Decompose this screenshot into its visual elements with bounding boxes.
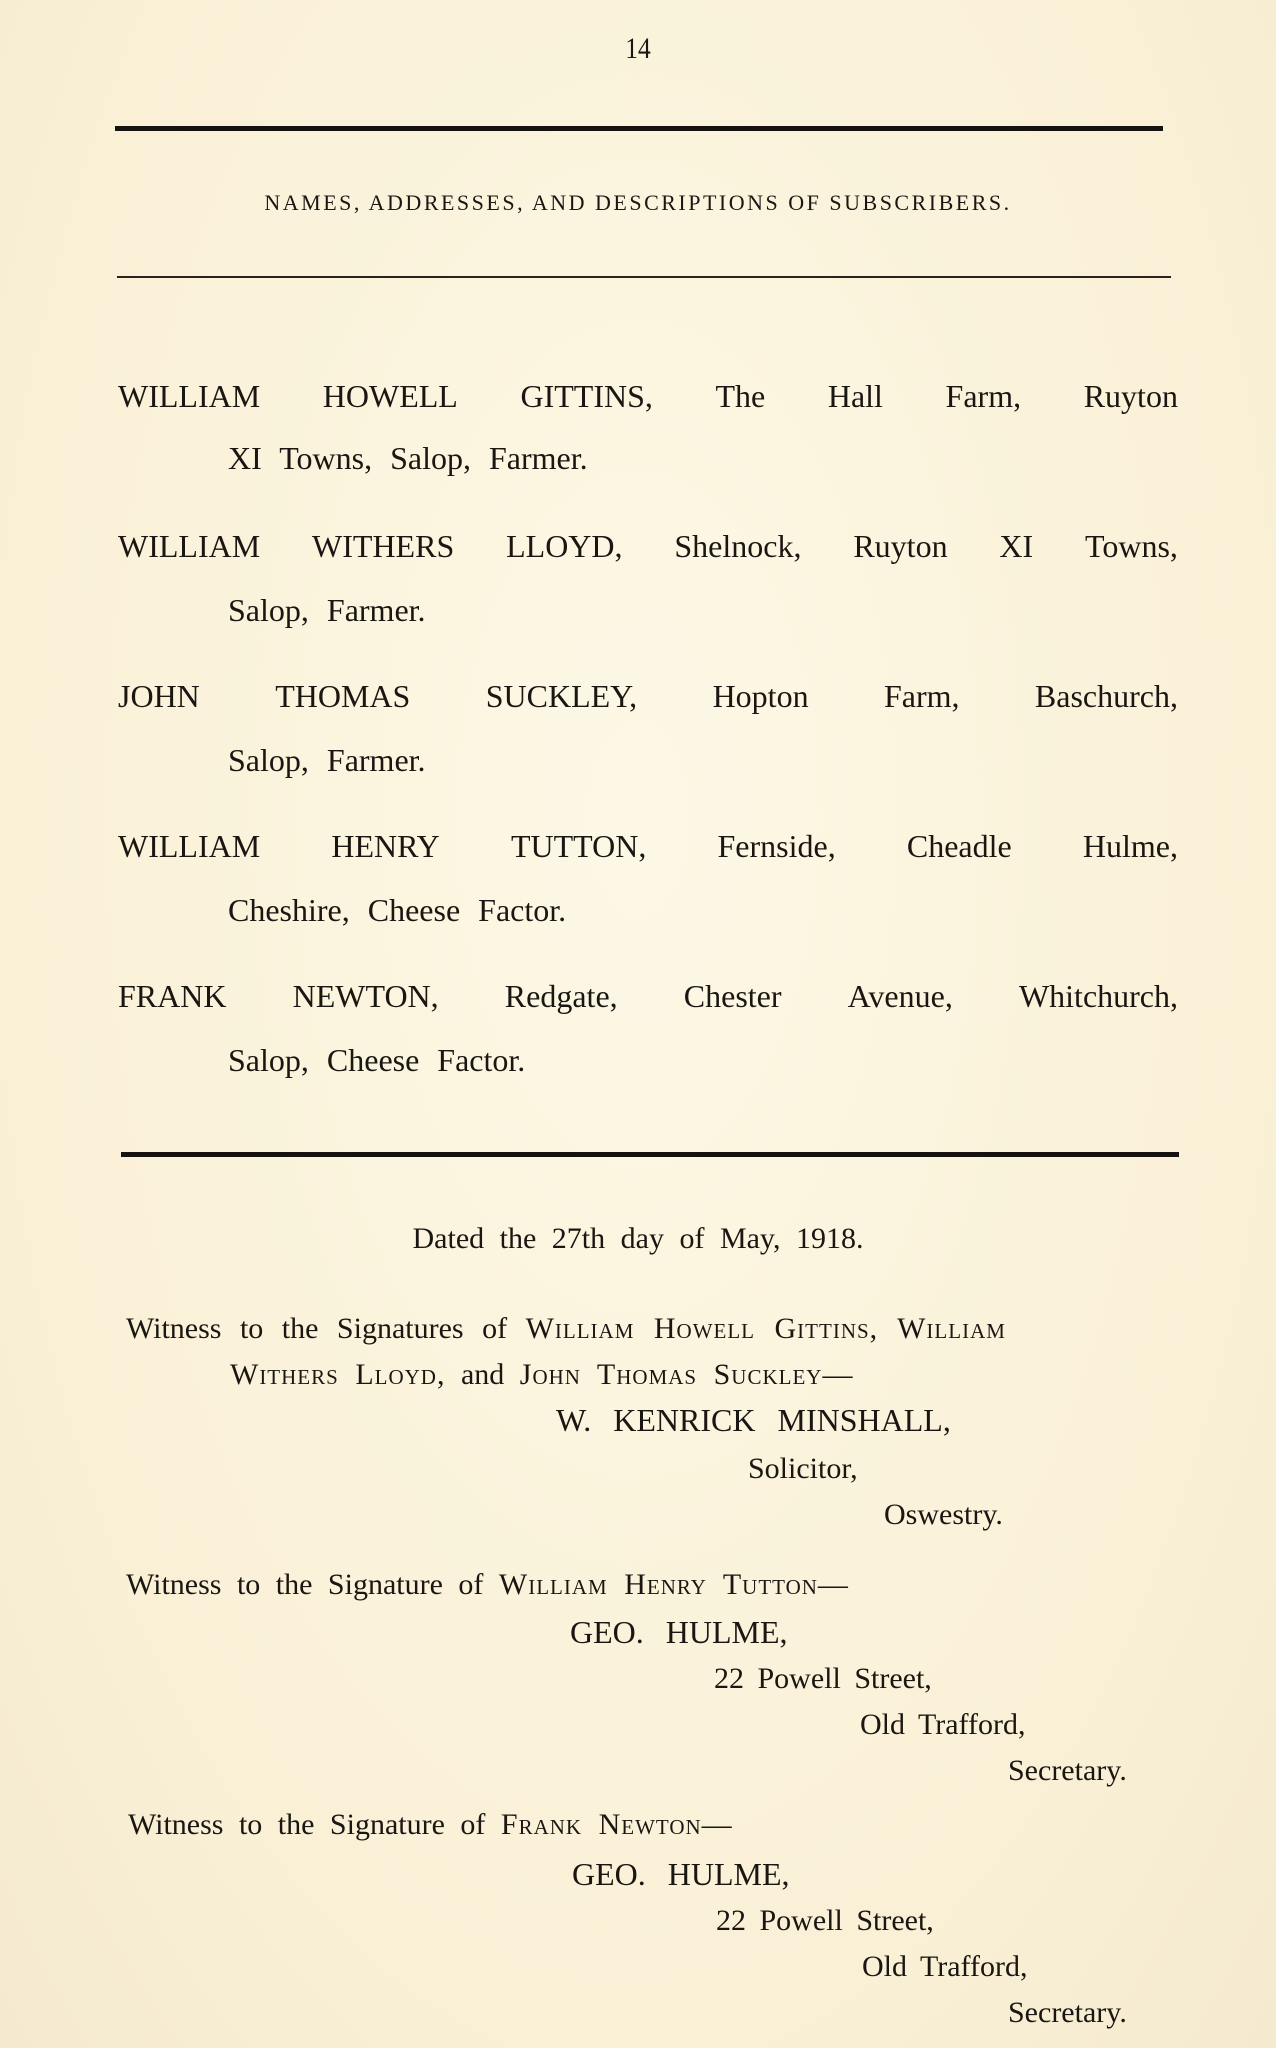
witness-3-address: 22 Powell Street, — [716, 1904, 934, 1937]
word: Hall — [827, 378, 883, 414]
witness-intro: Witness to the Signature of — [126, 1568, 484, 1601]
witness-2-address: 22 Powell Street, — [714, 1662, 932, 1695]
heading-rule — [117, 276, 1171, 278]
word: WILLIAM — [118, 378, 261, 414]
witness-3-title: Secretary. — [1008, 1996, 1127, 2029]
word: HENRY — [331, 828, 440, 864]
word: SUCKLEY, — [485, 678, 638, 714]
word: Hopton — [712, 678, 809, 714]
witness-1-signatory: W. KENRICK MINSHALL, — [556, 1402, 951, 1438]
witness-names: William Henry Tutton— — [498, 1568, 849, 1601]
word: HOWELL — [322, 378, 458, 414]
word: XI — [999, 528, 1034, 564]
word: Shelnock, — [674, 528, 802, 564]
dated-line: Dated the 27th day of May, 1918. — [412, 1222, 864, 1255]
subscriber-entry-1-line1 — [118, 378, 1178, 415]
word: FRANK — [118, 978, 227, 1014]
subscriber-entry-2-line2: Salop, Farmer. — [228, 592, 426, 628]
subscriber-entry-3-line2: Salop, Farmer. — [228, 742, 426, 778]
witness-2-signatory: GEO. HULME, — [570, 1614, 788, 1650]
witness-3-district: Old Trafford, — [862, 1950, 1028, 1983]
word: Cheadle — [906, 828, 1012, 864]
word: GITTINS, — [520, 378, 653, 414]
word: Hulme, — [1082, 828, 1178, 864]
witness-2-title: Secretary. — [1008, 1754, 1127, 1787]
word: Chester — [683, 978, 782, 1014]
subscriber-entry-4-line2: Cheshire, Cheese Factor. — [228, 892, 567, 928]
word: TUTTON, — [510, 828, 647, 864]
word: JOHN — [118, 678, 200, 714]
witness-2-district: Old Trafford, — [860, 1708, 1026, 1741]
word: Ruyton — [853, 528, 948, 564]
subscriber-entry-4-line1 — [118, 828, 1178, 865]
witness-2-intro-line — [126, 1568, 849, 1602]
word: Farm, — [945, 378, 1022, 414]
word: NEWTON, — [292, 978, 439, 1014]
witness-names: Withers Lloyd, — [230, 1358, 446, 1391]
section-heading: NAMES, ADDRESSES, AND DESCRIPTIONS OF SUBSCRIBERS. — [264, 190, 1012, 215]
top-rule — [115, 126, 1163, 131]
witness-names: John Thomas Suckley— — [519, 1358, 854, 1391]
page-number: 14 — [625, 32, 651, 65]
word: Avenue, — [847, 978, 953, 1014]
word: Farm, — [883, 678, 960, 714]
word: WILLIAM — [118, 828, 261, 864]
word: WILLIAM — [118, 528, 261, 564]
witness-names: William Howell Gittins, William — [525, 1312, 1006, 1345]
word: THOMAS — [275, 678, 411, 714]
witness-3-signatory: GEO. HULME, — [572, 1856, 790, 1892]
word: Baschurch, — [1034, 678, 1178, 714]
subscriber-entry-5-line1 — [118, 978, 1178, 1015]
subscriber-entry-3-line1 — [118, 678, 1178, 715]
witness-1-names-line — [230, 1358, 853, 1392]
subscriber-entry-2-line1 — [118, 528, 1178, 565]
word: Redgate, — [504, 978, 618, 1014]
word: Whitchurch, — [1018, 978, 1178, 1014]
witness-intro: Witness to the Signatures of — [126, 1312, 508, 1345]
subscriber-entry-1-line2: XI Towns, Salop, Farmer. — [228, 440, 588, 476]
witness-3-intro-line — [128, 1808, 733, 1842]
word: LLOYD, — [506, 528, 623, 564]
word: Ruyton — [1083, 378, 1178, 414]
word: WITHERS — [312, 528, 455, 564]
subscriber-entry-5-line2: Salop, Cheese Factor. — [228, 1042, 526, 1078]
word: Towns, — [1085, 528, 1178, 564]
word: Fernside, — [717, 828, 836, 864]
witness-1-place: Oswestry. — [884, 1498, 1003, 1531]
section-rule — [121, 1152, 1179, 1157]
witness-conjunction: and — [460, 1358, 505, 1391]
witness-intro: Witness to the Signature of — [128, 1808, 486, 1841]
witness-names: Frank Newton— — [500, 1808, 733, 1841]
witness-1-title: Solicitor, — [748, 1452, 858, 1485]
word: The — [715, 378, 766, 414]
witness-1-intro-line — [126, 1312, 1006, 1346]
